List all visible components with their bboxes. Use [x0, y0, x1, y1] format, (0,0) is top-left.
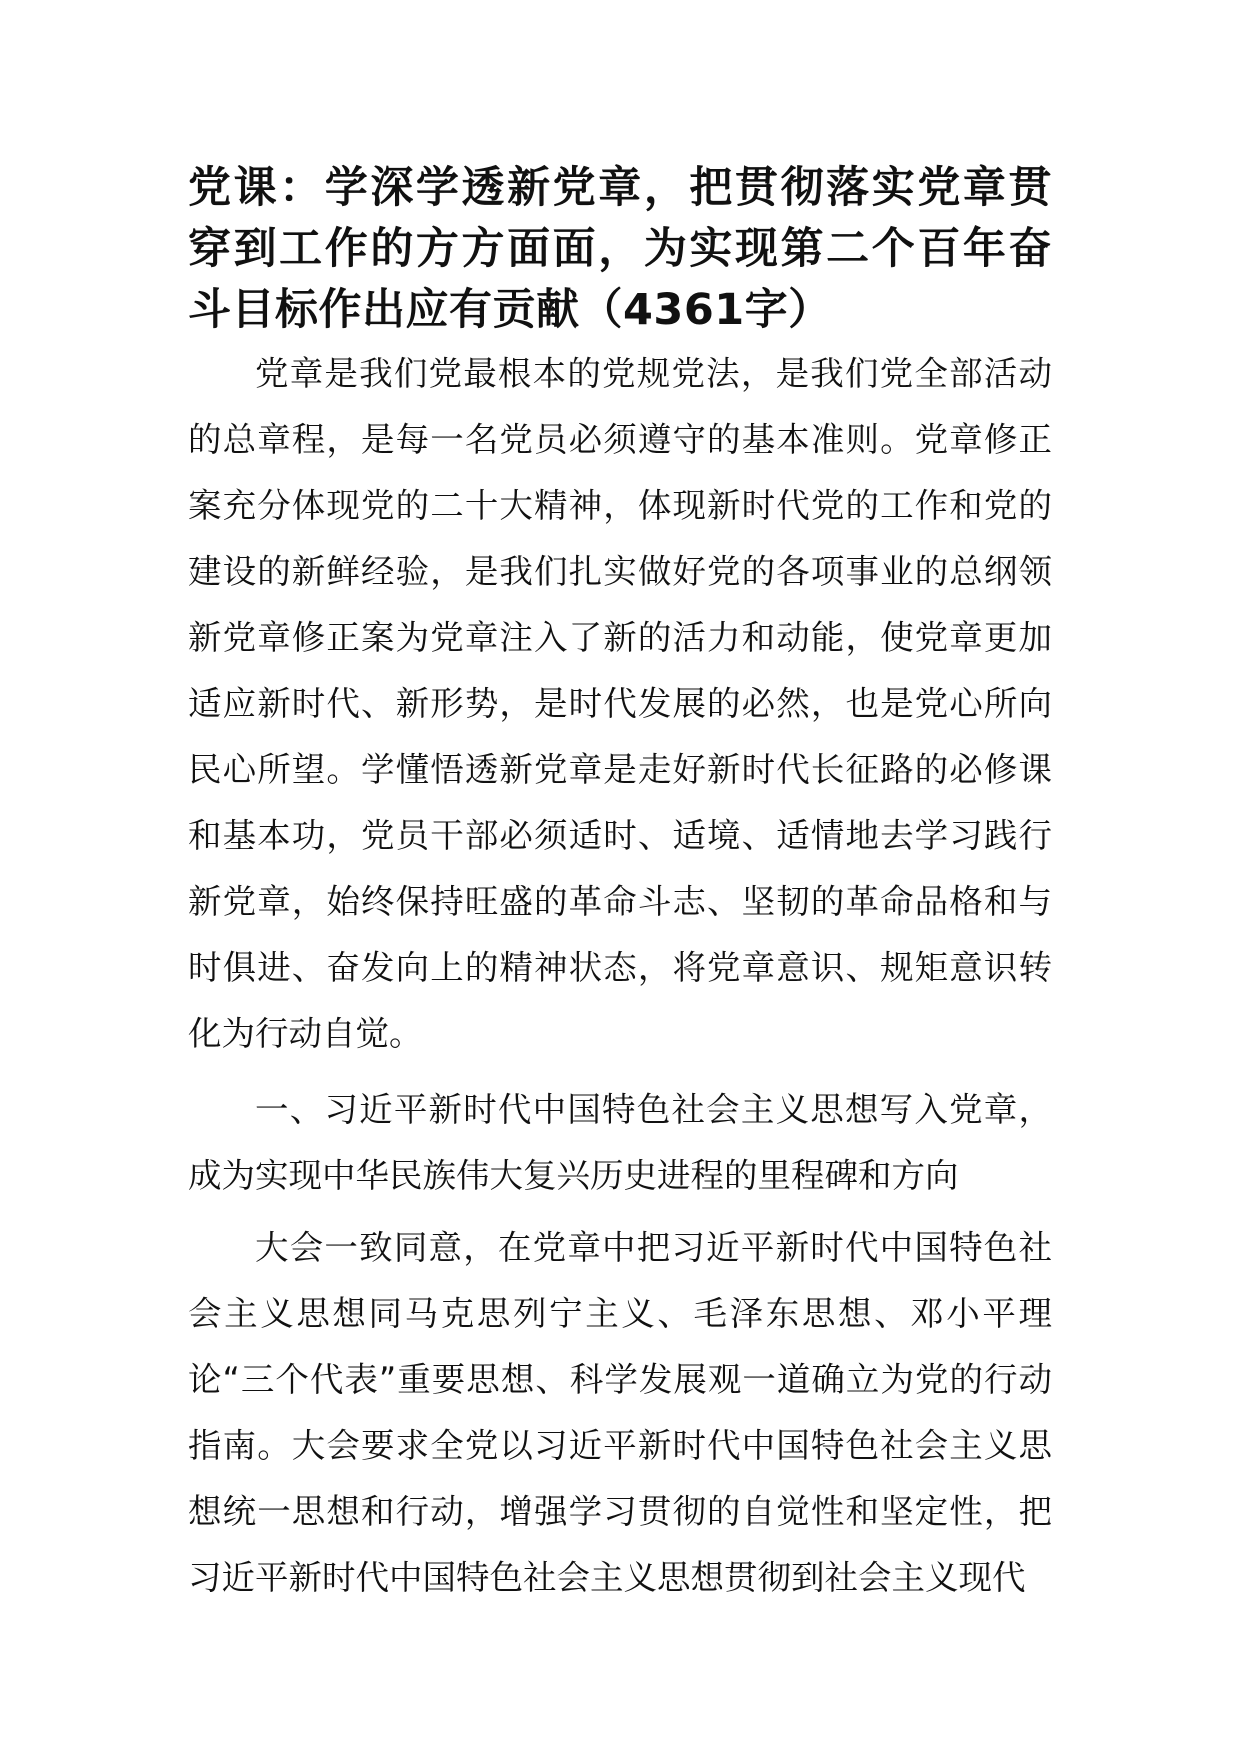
section-1-paragraph: 大会一致同意，在党章中把习近平新时代中国特色社会主义思想同马克思列宁主义、毛泽东思想、邓小平理论“三个代表”重要思想、科学发展观一道确立为党的行动指南。大会要求全党以习近平新时代中国特色社会主义思想统一思想和行动，增强学习贯彻的自觉性和坚定性，把习近平新时代中国特色社会主义思想贯彻到社会主义现代 [188, 1228, 1052, 1597]
intro-paragraph: 党章是我们党最根本的党规党法，是我们党全部活动的总章程，是每一名党员必须遵守的基本准则。党章修正案充分体现党的二十大精神，体现新时代党的工作和党的建设的新鲜经验，是我们扎实做好党的各项事业的总纲领新党章修正案为党章注入了新的活力和动能，使党章更加适应新时代、新形势，是时代发展的必然，也是党心所向民心所望。学懂悟透新党章是走好新时代长征路的必修课和基本功，党员干部必须适时、适境、适情地去学习践行新党章，始终保持旺盛的革命斗志、坚韧的革命品格和与时俱进、奋发向上的精神状态，将党章意识、规矩意识转化为行动自觉。 [188, 354, 1052, 1053]
document-title: 党课：学深学透新党章，把贯彻落实党章贯穿到工作的方方面面，为实现第二个百年奋斗目标作出应有贡献（4361字） [188, 163, 1052, 335]
section-1-heading: 一、习近平新时代中国特色社会主义思想写入党章，成为实现中华民族伟大复兴历史进程的里程碑和方向 [188, 1090, 1052, 1195]
document-content [188, 158, 1052, 1611]
